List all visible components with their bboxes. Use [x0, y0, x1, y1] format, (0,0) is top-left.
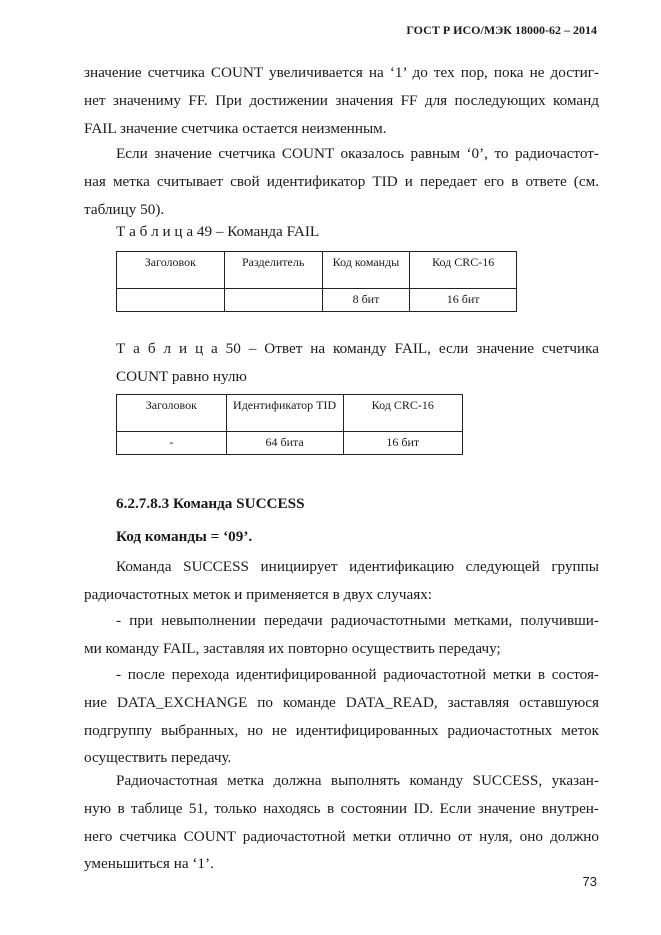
table-row — [117, 432, 463, 455]
text-line: ная метка считывает свой идентификатор TID и передает его в ответе (см. — [84, 172, 599, 190]
text-line: - при невыполнении передачи радиочастотными метками, получивши- — [116, 612, 599, 629]
table-row — [117, 289, 517, 312]
table-cell: 64 бита — [226, 432, 343, 455]
text-line: него счетчика COUNT радиочастотной метки отлично от нуля, оно должно — [84, 827, 599, 845]
header-cell: Разделитель — [224, 252, 322, 289]
command-code: Код команды = ‘09’. — [116, 528, 253, 545]
table-50-fail-response — [116, 394, 463, 455]
text-line: Команда SUCCESS инициирует идентификацию следующей группы — [116, 558, 599, 575]
list-item-fail-retransmit — [84, 607, 599, 663]
header-cell: Заголовок — [117, 395, 227, 432]
document-header: ГОСТ Р ИСО/МЭК 18000-62 – 2014 — [406, 23, 597, 37]
text-line: уменьшиться на ‘1’. — [84, 855, 214, 873]
section-heading: 6.2.7.8.3 Команда SUCCESS — [116, 495, 305, 512]
text-line: подгруппу выбранных, но не идентифицированных радиочастотных меток — [84, 721, 599, 739]
table-cell — [117, 289, 225, 312]
text-line: ми команду FAIL, заставляя их повторно осуществить передачу; — [84, 639, 501, 657]
table-header-row — [117, 395, 463, 432]
table-cell: - — [117, 432, 227, 455]
text-line: радиочастотных меток и применяется в двух случаях: — [84, 585, 433, 603]
paragraph-success-intro — [84, 553, 599, 609]
header-cell: Код CRC-16 — [343, 395, 463, 432]
header-cell: Код CRC-16 — [410, 252, 517, 289]
table-header-row — [117, 252, 517, 289]
text-line: Если значение счетчика COUNT оказалось равным ‘0’, то радиочастот- — [116, 145, 599, 162]
header-cell: Код команды — [322, 252, 410, 289]
table-cell — [224, 289, 322, 312]
table50-caption — [116, 335, 599, 391]
table-cell: 8 бит — [322, 289, 410, 312]
text-line: FAIL значение счетчика остается неизменным. — [84, 119, 387, 137]
text-line: - после перехода идентифицированной радиочастотной метки в состоя- — [116, 666, 599, 683]
text-line: осуществить передачу. — [84, 749, 232, 767]
table-49-fail-command — [116, 251, 517, 312]
page-number: 73 — [582, 874, 597, 889]
text-line: ную в таблице 51, только находясь в состоянии ID. Если значение внутрен- — [84, 799, 599, 817]
caption-line: COUNT равно нулю — [116, 367, 247, 385]
paragraph-count-increment — [84, 59, 599, 142]
table-cell: 16 бит — [343, 432, 463, 455]
paragraph-success-state — [84, 767, 599, 878]
text-line: нет значениму FF. При достижении значения FF для последующих команд — [84, 91, 599, 109]
header-cell: Идентификатор TID — [226, 395, 343, 432]
header-cell: Заголовок — [117, 252, 225, 289]
table-cell: 16 бит — [410, 289, 517, 312]
text-line: таблицу 50). — [84, 200, 165, 218]
caption-line: Т а б л и ц а 50 – Ответ на команду FAIL, если значение счетчика — [116, 340, 599, 357]
list-item-data-exchange — [84, 661, 599, 772]
table49-caption: Т а б л и ц а 49 – Команда FAIL — [116, 223, 320, 240]
text-line: Радиочастотная метка должна выполнять команду SUCCESS, указан- — [116, 772, 599, 789]
paragraph-count-zero — [84, 140, 599, 223]
text-line: ние DATA_EXCHANGE по команде DATA_READ, заставляя оставшуюся — [84, 693, 599, 711]
text-line: значение счетчика COUNT увеличивается на ‘1’ до тех пор, пока не достиг- — [84, 64, 599, 81]
